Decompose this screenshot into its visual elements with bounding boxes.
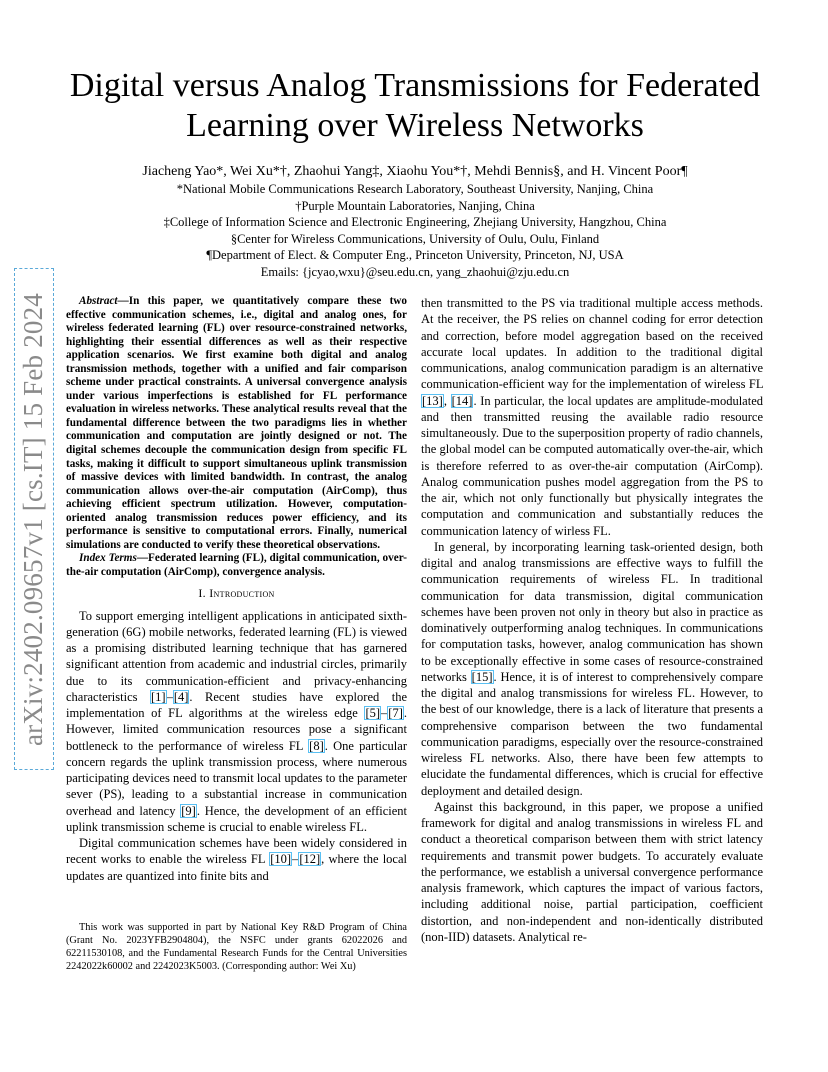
- affiliation-4: §Center for Wireless Communications, University of Oulu, Oulu, Finland: [230, 231, 600, 246]
- section-heading: I. Introduction: [198, 586, 275, 601]
- title-line-1: Digital versus Analog Transmissions for Federated: [69, 67, 761, 104]
- citation-link[interactable]: [7]: [388, 706, 403, 721]
- footnote: This work was supported in part by National Key R&D Program of China (Grant No. 2023YFB2904804), the NSFC under grants 62022026 and 62211530108, and the Fundamental Research Funds for the Central Universities 2242022k60002 and 2242023K5003. (Corresponding author: Wei Xu): [66, 922, 407, 972]
- intro-paragraph-2-continued: then transmitted to the PS via traditional multiple access methods. At the receiver, the PS relies on channel coding for error detection and correction, before model aggregation based on the received accurate local updates. In addition to the traditional digital communications, analog communication paradigm is an alternative communication-efficient way for the implementation of wireless FL [13], [14]. In particular, the local updates are amplitude-modulated and then transmitted reusing the available radio resource simultaneously. Due to the superposition property of radio channels, the global model can be computed automatically over-the-air, which is therefore referred to as over-the-air computation (AirComp). Analog communication pushes model aggregation from the PS to the air, which not only functionally but physically integrates the computation and communication and substantially reduces the communication latency of wirless FL.: [421, 296, 763, 538]
- affiliation-5: ¶Department of Elect. & Computer Eng., Princeton University, Princeton, NJ, USA: [206, 248, 624, 263]
- paper-title: [60, 66, 770, 146]
- citation-link[interactable]: [12]: [299, 852, 321, 867]
- citation-link[interactable]: [9]: [181, 803, 196, 818]
- citation-link[interactable]: [5]: [365, 706, 381, 721]
- intro-paragraph-2: Digital communication schemes have been widely considered in recent works to enable the wireless FL [10]–[12], where the local updates are quantized into finite bits and: [66, 836, 407, 883]
- citation-link[interactable]: [10]: [270, 852, 292, 867]
- intro-paragraph-4: Against this background, in this paper, we propose a unified framework for digital and analog transmissions in wireless FL and conduct a theoretical comparison between them with strict latency requirements and transmit power budgets. To accurately evaluate the performance, we establish a universal convergence performance analysis framework, which captures the impact of various factors, including additional noise, partial participation, coefficient distortion, and non-independent and non-identically distributed (non-IID) datasets. Analytical re-: [421, 799, 763, 944]
- citation-link[interactable]: [1]: [150, 689, 166, 704]
- abstract-label: Abstract: [79, 295, 118, 307]
- index-terms: [66, 552, 407, 579]
- title-line-2: Learning over Wireless Networks: [186, 107, 644, 144]
- citation-link[interactable]: [13]: [422, 393, 443, 408]
- affiliation-3: ‡College of Information Science and Electronic Engineering, Zhejiang University, Hangzhou, China: [163, 215, 667, 230]
- arxiv-stamp: arXiv:2402.09657v1 [cs.IT] 15 Feb 2024: [14, 268, 54, 770]
- index-terms-label: Index Terms: [79, 552, 137, 565]
- right-column: [421, 295, 763, 945]
- author-list: Jiacheng Yao*, Wei Xu*†, Zhaohui Yang‡, Xiaohu You*†, Mehdi Bennis§, and H. Vincent Poor¶: [142, 164, 688, 179]
- author-emails: Emails: {jcyao,wxu}@seu.edu.cn, yang_zhaohui@zju.edu.cn: [260, 264, 570, 279]
- left-column: [66, 295, 407, 884]
- abstract: [66, 295, 407, 552]
- index-terms-text: —Federated learning (FL), digital communication, over-the-air computation (AirComp), convergence analysis.: [66, 552, 407, 578]
- affiliations: [60, 181, 770, 281]
- abstract-text: —In this paper, we quantitatively compare these two effective communication schemes, i.e., digital and analog ones, for wireless federated learning (FL) over resource-constrained networks, highlighting their essential differences as well as their respective application scenarios. We first examine both digital and analog transmission methods, together with a unified and fair comparison scheme under practical constraints. A universal convergence analysis under various imperfections is established for FL performance evaluation in wireless networks. These analytical results reveal that the fundamental difference between the two paradigms lies in whether communication and computation are jointly designed or not. The digital schemes decouple the communication design from specific FL tasks, making it difficult to support simultaneous uplink transmission of massive devices with limited bandwidth. In contrast, the analog communication allows over-the-air computation (AirComp), thus achieving efficient spectrum utilization. However, computation-oriented analog transmission reduces power efficiency, and its performance is sensitive to computational errors. Finally, numerical simulations are conducted to verify these theoretical observations.: [66, 295, 407, 551]
- citation-link[interactable]: [14]: [451, 393, 473, 408]
- citation-link[interactable]: [8]: [309, 738, 324, 753]
- intro-paragraph-2-head: , where the local updates are quantized into finite bits and: [66, 852, 407, 883]
- citation-link[interactable]: [4]: [173, 689, 189, 704]
- affiliation-1: *National Mobile Communications Research Laboratory, Southeast University, Nanjing, China: [176, 182, 654, 196]
- affiliation-2: †Purple Mountain Laboratories, Nanjing, China: [295, 198, 535, 213]
- citation-link[interactable]: [15]: [471, 669, 493, 684]
- intro-paragraph-3: In general, by incorporating learning task-oriented design, both digital and analog transmissions are effective ways to fulfill the communication requirements of wireless FL. In traditional communication for data transmission, digital communication schemes have been proven not only in theory but also in practice as dominatively outperforming analog techniques. In communications for computation tasks, however, analog communication has shown to be exceptionally effective in some cases of resource-constrained networks [15]. Hence, it is of interest to comprehensively compare the digital and analog transmissions for wireless FL. However, to the best of our knowledge, there is a lack of literature that presents a comprehensive comparison between the two fundamental communication paradigms, especially over the resource-constrained wireless FL networks. Also, there have been few attempts to elucidate the fundamental differences, which is crucial for effective deployment and detailed design.: [421, 539, 763, 798]
- intro-paragraph-1: To support emerging intelligent applications in anticipated sixth-generation (6G) mobile networks, federated learning (FL) is viewed as a promising distributed learning technique that has garnered significant attention from academic and industrial circles, primarily due to its communication-efficient and privacy-enhancing characteristics [1]–[4]. Recent studies have explored the implementation of FL algorithms at the wireless edge [5]–[7]. However, limited communication resources pose a significant bottleneck to the performance of wireless FL [8]. One particular concern regards the uplink transmission process, where numerous participating devices need to transmit local updates to the parameter sever (PS), leading to a substantial increase in communication overhead and latency [9]. Hence, the development of an efficient uplink transmission scheme is crucial to enable wireless FL.: [66, 608, 408, 834]
